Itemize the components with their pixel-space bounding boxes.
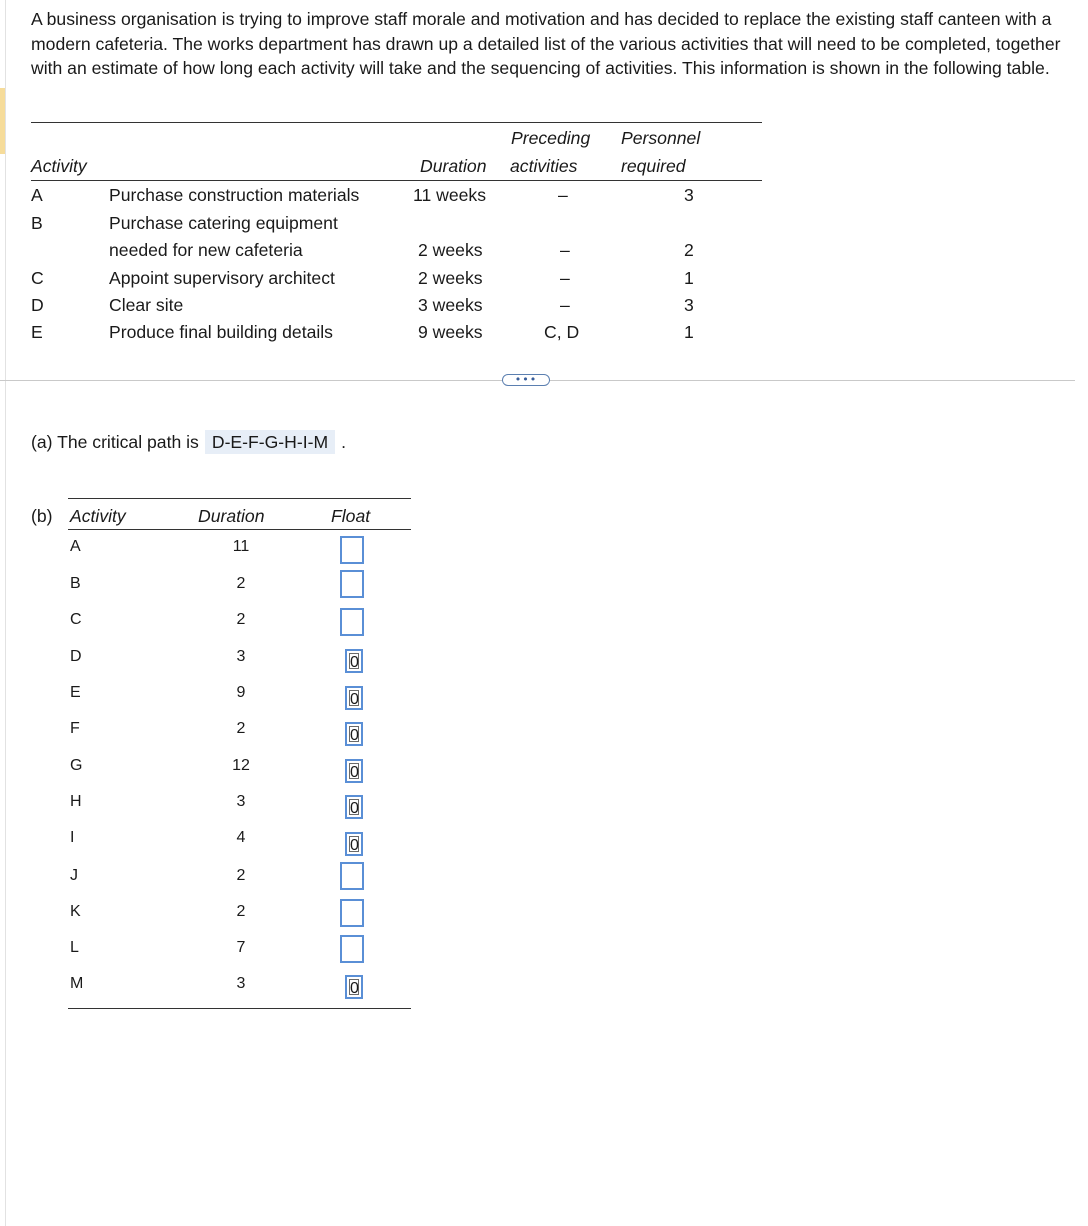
part-a-prefix: (a) The critical path is xyxy=(31,432,199,452)
header-duration: Duration xyxy=(420,156,487,176)
float-input-f[interactable] xyxy=(345,722,363,746)
row-activity: H xyxy=(70,793,82,810)
float-input-j[interactable] xyxy=(340,862,364,890)
show-more-button[interactable]: ••• xyxy=(502,374,550,386)
row-duration: 2 xyxy=(236,903,246,920)
row-activity: L xyxy=(70,939,79,956)
critical-path-answer[interactable]: D-E-F-G-H-I-M xyxy=(205,430,335,454)
activity-id: D xyxy=(31,295,44,315)
float-input-a[interactable] xyxy=(340,536,364,564)
table-row xyxy=(68,681,411,717)
row-activity: F xyxy=(70,720,80,737)
row-activity: I xyxy=(70,829,75,846)
activity-id: B xyxy=(31,213,43,233)
activity-duration: 3 weeks xyxy=(418,295,483,315)
problem-statement: A business organisation is trying to improve staff morale and motivation and has decided to replace the existing staff canteen with a modern cafeteria. The works department has drawn up a detailed list of the various activities that will need to be completed, together with an estimate of how long each activity will take and the sequencing of activities. This information is shown in the following table. xyxy=(31,9,1061,78)
table-row xyxy=(68,717,411,753)
activity-personnel: 1 xyxy=(684,322,694,342)
activity-id: A xyxy=(31,185,43,205)
part-b-label: (b) xyxy=(31,506,53,526)
float-input-d[interactable] xyxy=(345,649,363,673)
row-activity: K xyxy=(70,903,81,920)
activity-personnel: 3 xyxy=(684,295,694,315)
row-duration: 3 xyxy=(236,793,246,810)
float-input-h[interactable] xyxy=(345,795,363,819)
float-input-e[interactable] xyxy=(345,686,363,710)
row-activity: B xyxy=(70,575,81,592)
row-activity: M xyxy=(70,975,84,992)
left-border xyxy=(5,0,6,1226)
float-table xyxy=(68,498,411,1010)
table-row xyxy=(68,972,411,1008)
table-row xyxy=(68,827,411,863)
activity-duration: 2 weeks xyxy=(418,240,483,260)
float-header-float: Float xyxy=(331,506,371,526)
float-header-activity: Activity xyxy=(70,506,126,526)
table-row xyxy=(68,900,411,936)
activity-preceding: C, D xyxy=(544,322,580,342)
part-a-suffix: . xyxy=(341,432,347,452)
float-value: 0 xyxy=(350,764,359,781)
activity-preceding: – xyxy=(558,185,568,205)
row-activity: C xyxy=(70,611,82,628)
activity-preceding: – xyxy=(560,268,570,288)
float-value: 0 xyxy=(350,980,359,997)
activity-duration: 9 weeks xyxy=(418,322,483,342)
row-activity: G xyxy=(70,757,83,774)
float-input-k[interactable] xyxy=(340,899,364,927)
row-activity: J xyxy=(70,867,78,884)
activity-id: E xyxy=(31,322,43,342)
table-row xyxy=(68,572,411,608)
activity-preceding: – xyxy=(560,240,570,260)
float-input-i[interactable] xyxy=(345,832,363,856)
part-a-question xyxy=(31,430,346,454)
row-duration: 2 xyxy=(236,611,246,628)
header-preceding-1: Preceding xyxy=(511,128,591,148)
float-value: 0 xyxy=(350,691,359,708)
float-input-g[interactable] xyxy=(345,759,363,783)
float-input-b[interactable] xyxy=(340,570,364,598)
float-value: 0 xyxy=(350,800,359,817)
row-duration: 3 xyxy=(236,648,246,665)
table-top-rule xyxy=(31,122,762,123)
table-row xyxy=(68,790,411,826)
activity-desc: Appoint supervisory architect xyxy=(109,268,335,288)
table-row xyxy=(68,536,411,572)
row-duration: 9 xyxy=(236,684,246,701)
table-row xyxy=(68,644,411,680)
row-duration: 12 xyxy=(232,757,250,774)
float-input-m[interactable] xyxy=(345,975,363,999)
activity-table xyxy=(31,122,762,352)
row-activity: D xyxy=(70,648,82,665)
table-row xyxy=(68,754,411,790)
float-value: 0 xyxy=(350,654,359,671)
float-table-top-rule xyxy=(68,498,411,499)
float-table-bottom-rule xyxy=(68,1008,411,1009)
row-duration: 2 xyxy=(236,720,246,737)
float-header-duration: Duration xyxy=(198,506,265,526)
activity-duration: 11 weeks xyxy=(413,185,487,205)
table-header-rule xyxy=(31,180,762,181)
table-row xyxy=(68,936,411,972)
row-duration: 2 xyxy=(236,575,246,592)
activity-duration: 2 weeks xyxy=(418,268,483,288)
activity-desc: Purchase construction materials xyxy=(109,185,360,205)
header-activity: Activity xyxy=(31,156,87,176)
float-value: 0 xyxy=(350,837,359,854)
float-input-c[interactable] xyxy=(340,608,364,636)
row-duration: 11 xyxy=(232,538,250,555)
left-accent-marker xyxy=(0,88,5,154)
activity-desc-line-2: needed for new cafeteria xyxy=(109,240,303,260)
row-duration: 2 xyxy=(236,867,246,884)
activity-personnel: 3 xyxy=(684,185,694,205)
activity-desc: Produce final building details xyxy=(109,322,333,342)
row-duration: 4 xyxy=(236,829,246,846)
float-table-header-rule xyxy=(68,529,411,530)
activity-id: C xyxy=(31,268,44,288)
table-row xyxy=(68,608,411,644)
header-preceding-2: activities xyxy=(510,156,578,176)
row-activity: A xyxy=(70,538,81,555)
activity-preceding: – xyxy=(560,295,570,315)
activity-personnel: 1 xyxy=(684,268,694,288)
float-value: 0 xyxy=(350,727,359,744)
float-input-l[interactable] xyxy=(340,935,364,963)
activity-desc: Clear site xyxy=(109,295,184,315)
table-row xyxy=(68,864,411,900)
header-personnel-2: required xyxy=(621,156,686,176)
row-duration: 7 xyxy=(236,939,246,956)
activity-personnel: 2 xyxy=(684,240,694,260)
row-activity: E xyxy=(70,684,81,701)
header-personnel-1: Personnel xyxy=(621,128,701,148)
row-duration: 3 xyxy=(236,975,246,992)
activity-desc: Purchase catering equipment xyxy=(109,213,338,233)
